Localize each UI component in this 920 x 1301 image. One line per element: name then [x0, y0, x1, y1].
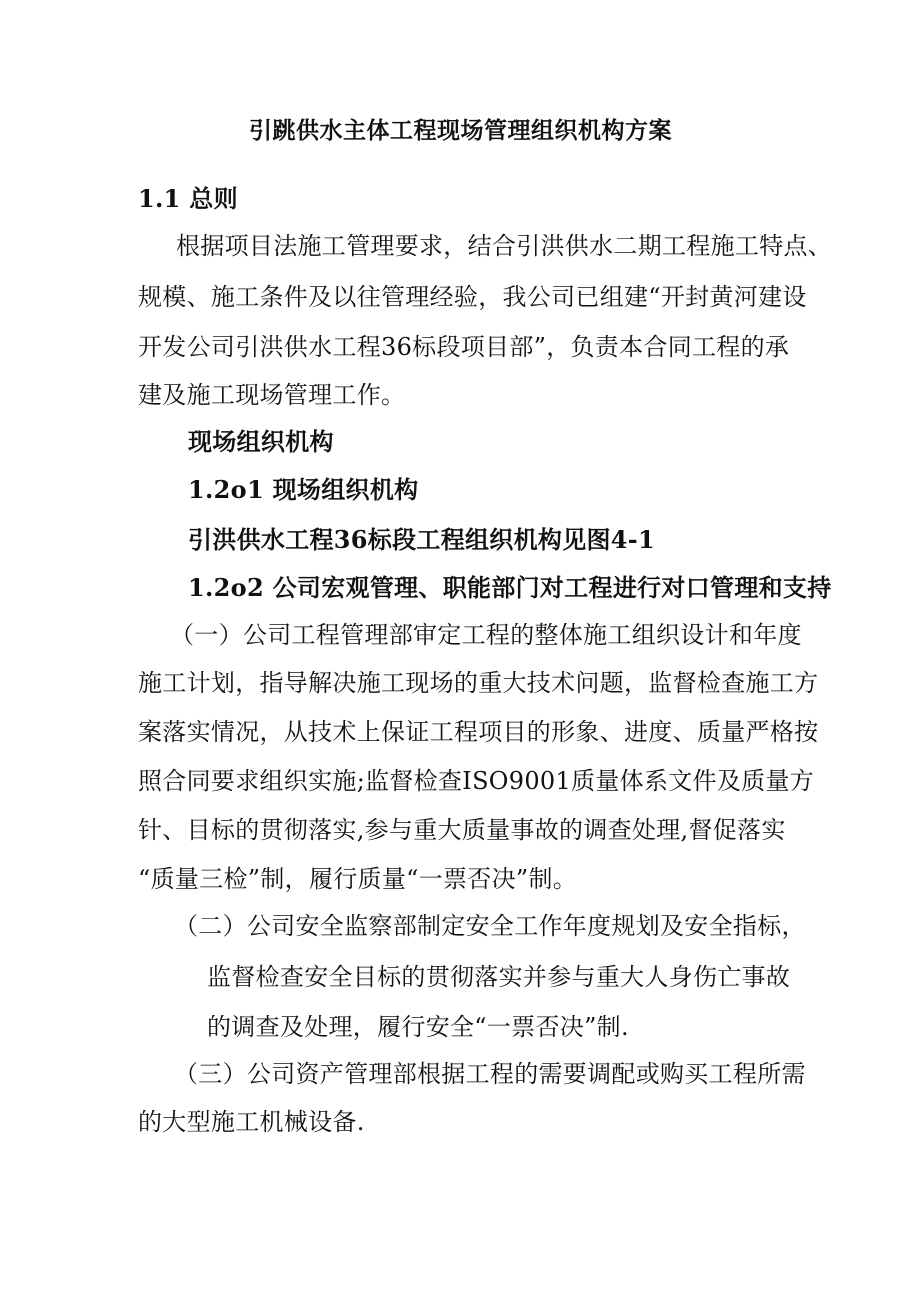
paragraph-line: 的调查及处理，履行安全“一票否决”制.: [207, 1013, 629, 1041]
paragraph-line: 针、目标的贯彻落实,参与重大质量事故的调查处理,督促落实: [138, 816, 786, 844]
paragraph-line: “质量三检”制，履行质量“一票否决”制。: [138, 865, 578, 893]
paragraph-line: 施工计划，指导解决施工现场的重大技术问题，监督检查施工方: [138, 669, 819, 697]
paragraph-line: （一）公司工程管理部审定工程的整体施工组织设计和年度: [170, 621, 802, 649]
paragraph-line: 照合同要求组织实施;监督检查ISO9001质量体系文件及质量方: [138, 767, 815, 795]
paragraph-line: 规模、施工条件及以往管理经验，我公司已组建“开封黄河建设: [138, 283, 807, 311]
paragraph-line: （二）公司安全监察部制定安全工作年度规划及安全指标，: [174, 912, 806, 940]
paragraph-line: 开发公司引洪供水工程36标段项目部”，负责本合同工程的承: [138, 333, 790, 361]
subheading-1-2-1: 1.2o1 现场组织机构: [188, 475, 419, 504]
subheading-1-2-2: 1.2o2 公司宏观管理、职能部门对工程进行对口管理和支持: [188, 573, 832, 602]
paragraph-line: 监督检查安全目标的贯彻落实并参与重大人身伤亡事故: [207, 963, 791, 991]
document-title: 引跳供水主体工程现场管理组织机构方案: [249, 117, 672, 144]
figure-reference: 引洪供水工程36标段工程组织机构见图4-1: [188, 525, 656, 554]
paragraph-line: （三）公司资产管理部根据工程的需要调配或购买工程所需: [174, 1060, 806, 1088]
paragraph-line: 案落实情况，从技术上保证工程项目的形象、进度、质量严格按: [138, 718, 819, 746]
paragraph-line: 的大型施工机械设备.: [138, 1108, 365, 1136]
section-heading-1-1: 1.1 总则: [138, 184, 238, 213]
paragraph-line: 根据项目法施工管理要求，结合引洪供水二期工程施工特点、: [176, 232, 833, 260]
paragraph-line: 建及施工现场管理工作。: [138, 381, 406, 409]
site-org-heading: 现场组织机构: [188, 427, 334, 456]
